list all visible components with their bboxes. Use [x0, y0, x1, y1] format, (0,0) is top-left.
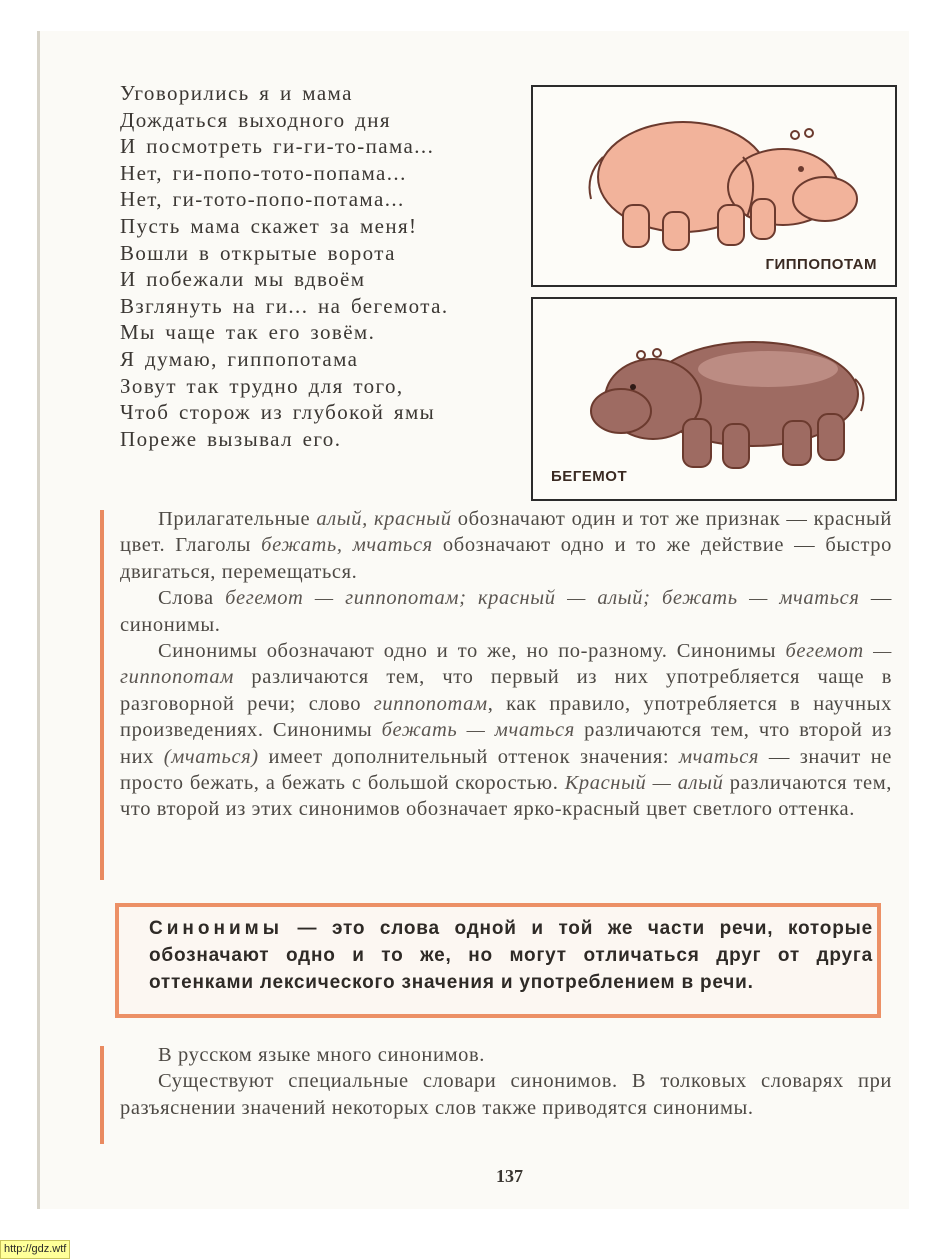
text-run: Слова [158, 587, 226, 610]
section-marker-bar [100, 1046, 104, 1144]
poem-line: Нет, ги-попо-тото-попама... [120, 160, 407, 185]
text-run: — значит не просто бежать, а бежать с большой скоростью. [120, 745, 892, 795]
example-words: алый, красный [316, 508, 452, 530]
poem-line: И посмотреть ги-ги-то-пама... [120, 134, 435, 159]
poem-line: Зовут так трудно для того, [120, 373, 404, 398]
text-run: различаются тем, что второй из них [120, 719, 892, 768]
text-run: Прилагательные [158, 508, 317, 530]
example-words: бегемот — гиппопотам; красный — алый; бежать — мчаться [225, 587, 860, 610]
poem [120, 80, 530, 452]
text-run: Синонимы обозначают одно и то же, но по-разному. Синонимы [158, 640, 786, 663]
rule-text [149, 915, 873, 996]
text-run: Существуют специальные словари синонимов. В толковых словарях при разъяснении значений некоторых слов также приводятся синонимы. [120, 1070, 892, 1119]
text-run: различаются тем, что первый из них употребляется чаще в разговорной речи; слово [120, 666, 892, 715]
example-words: бегемот — гиппопотам [120, 640, 892, 689]
rule-definition-box [115, 903, 881, 1018]
poem-line: Дождаться выходного дня [120, 107, 391, 132]
example-words: гиппопотам [373, 692, 488, 715]
poem-line: Чтоб сторож из глубокой ямы [120, 400, 436, 425]
hippopotamus-picture [531, 85, 897, 287]
section-marker-bar [100, 510, 104, 880]
poem-line: Мы чаще так его зовём. [120, 320, 376, 345]
text-run: — синонимы. [120, 587, 893, 636]
page-spine-shadow [37, 31, 40, 1209]
picture-caption: БЕГЕМОТ [551, 468, 628, 485]
text-run: В русском языке много синонимов. [158, 1044, 485, 1066]
poem-line: Пореже вызывал его. [120, 426, 342, 451]
example-words: бежать — мчаться [381, 719, 575, 742]
poem-line: Пусть мама скажет за меня! [120, 213, 418, 238]
poem-line: Взглянуть на ги... на бегемота. [120, 293, 449, 318]
poem-line: Вошли в открытые ворота [120, 240, 396, 265]
example-words: Красный — алый [564, 772, 724, 795]
rule-body: — это слова одной и той же части речи, которые обозначают одно и то же, но могут отличаться друг от друга оттенками лексического значения и употреблением в речи. [149, 918, 873, 993]
closing-section [120, 1042, 892, 1121]
text-run: обозначают один и тот же признак — красный цвет. Глаголы [120, 508, 892, 557]
example-words: мчаться [678, 745, 760, 768]
explanation-section [120, 506, 892, 823]
paragraph [120, 1068, 892, 1121]
paragraph [120, 1042, 892, 1068]
poem-line: Я думаю, гиппопотама [120, 346, 359, 371]
picture-caption: ГИППОПОТАМ [765, 256, 877, 273]
poem-line: Нет, ги-тото-попо-потама... [120, 187, 405, 212]
example-words: бежать, мчаться [261, 534, 433, 557]
text-run: имеет дополнительный оттенок значения: [258, 745, 679, 768]
paragraph [120, 638, 892, 823]
text-run: , как правило, употребляется в научных произведениях. Синонимы [120, 692, 892, 742]
page-number: 137 [496, 1166, 523, 1186]
begemot-picture [531, 297, 897, 501]
text-run: различаются тем, что второй из этих синонимов обозначает ярко-красный цвет светлого оттенка. [120, 772, 892, 821]
paragraph [120, 506, 892, 585]
poem-line: И побежали мы вдвоём [120, 267, 366, 292]
rule-term: Синонимы [149, 918, 283, 939]
example-words: (мчаться) [163, 745, 259, 768]
text-run: обозначают одно и то же действие — быстро двигаться, перемещаться. [120, 534, 892, 583]
poem-line: Уговорились я и мама [120, 81, 353, 105]
site-link[interactable]: http://gdz.wtf [0, 1240, 70, 1259]
paragraph [120, 585, 892, 638]
